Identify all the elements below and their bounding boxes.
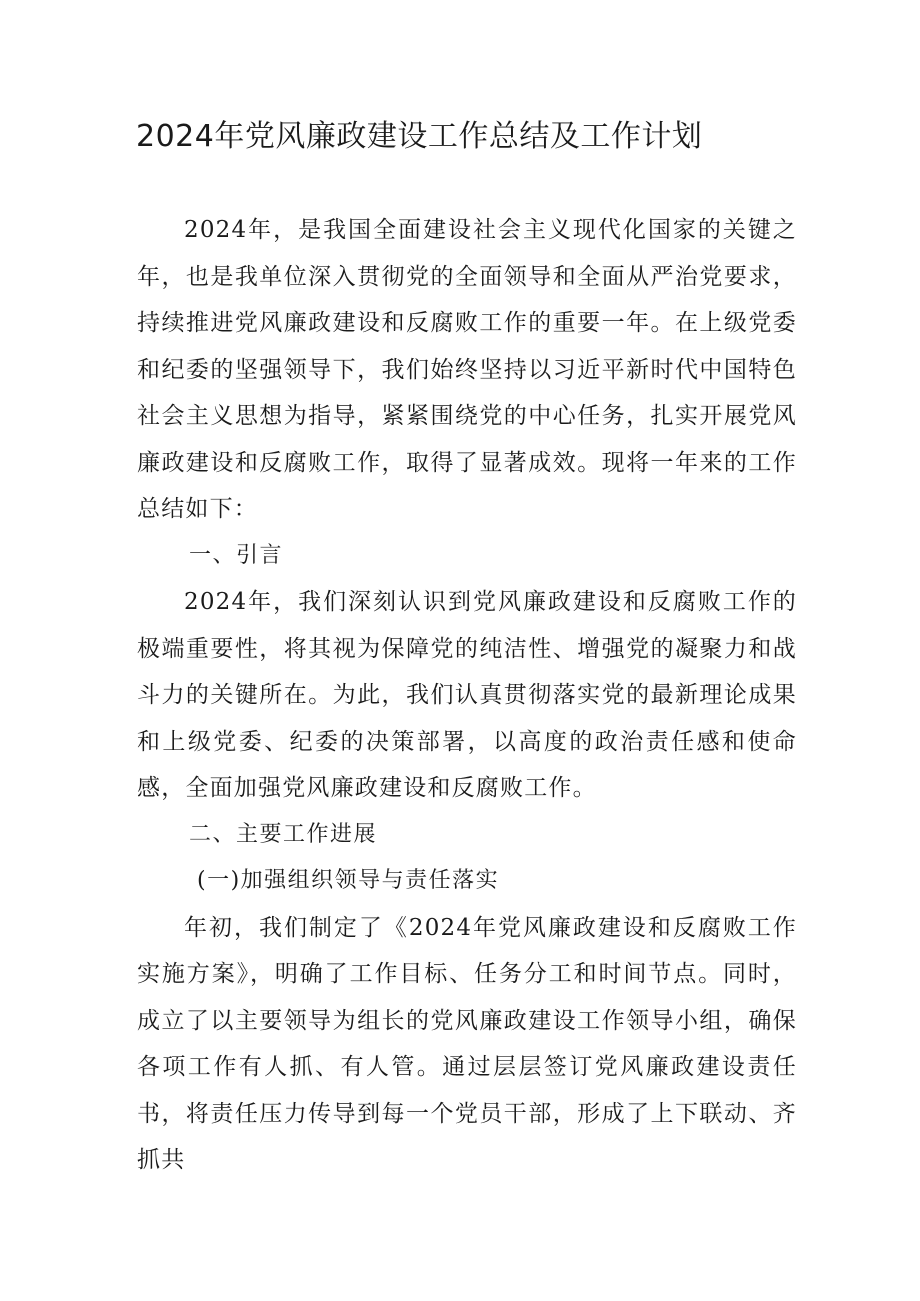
- subsection-heading-organization: (一)加强组织领导与责任落实: [197, 868, 500, 893]
- document-body: [137, 207, 797, 1184]
- organization-paragraph: 年初，我们制定了《2024年党风廉政建设和反腐败工作实施方案》，明确了工作目标、任务分工和时间节点。同时，成立了以主要领导为组长的党风廉政建设工作领导小组，确保各项工作有人抓、有人管。通过层层签订党风廉政建设责任书，将责任压力传导到每一个党员干部，形成了上下联动、齐抓共: [137, 914, 797, 1173]
- document-title: 2024年党风廉政建设工作总结及工作计划: [136, 119, 703, 154]
- section-heading-introduction: 一、引言: [189, 542, 284, 568]
- intro-paragraph: 2024年，是我国全面建设社会主义现代化国家的关键之年，也是我单位深入贯彻党的全面领导和全面从严治党要求，持续推进党风廉政建设和反腐败工作的重要一年。在上级党委和纪委的坚强领导下，我们始终坚持以习近平新时代中国特色社会主义思想为指导，紧紧围绕党的中心任务，扎实开展党风廉政建设和反腐败工作，取得了显著成效。现将一年来的工作总结如下：: [137, 217, 797, 522]
- section-heading-main-progress: 二、主要工作进展: [189, 821, 378, 847]
- introduction-paragraph: 2024年，我们深刻认识到党风廉政建设和反腐败工作的极端重要性，将其视为保障党的纯洁性、增强党的凝聚力和战斗力的关键所在。为此，我们认真贯彻落实党的最新理论成果和上级党委、纪委的决策部署，以高度的政治责任感和使命感，全面加强党风廉政建设和反腐败工作。: [137, 589, 797, 801]
